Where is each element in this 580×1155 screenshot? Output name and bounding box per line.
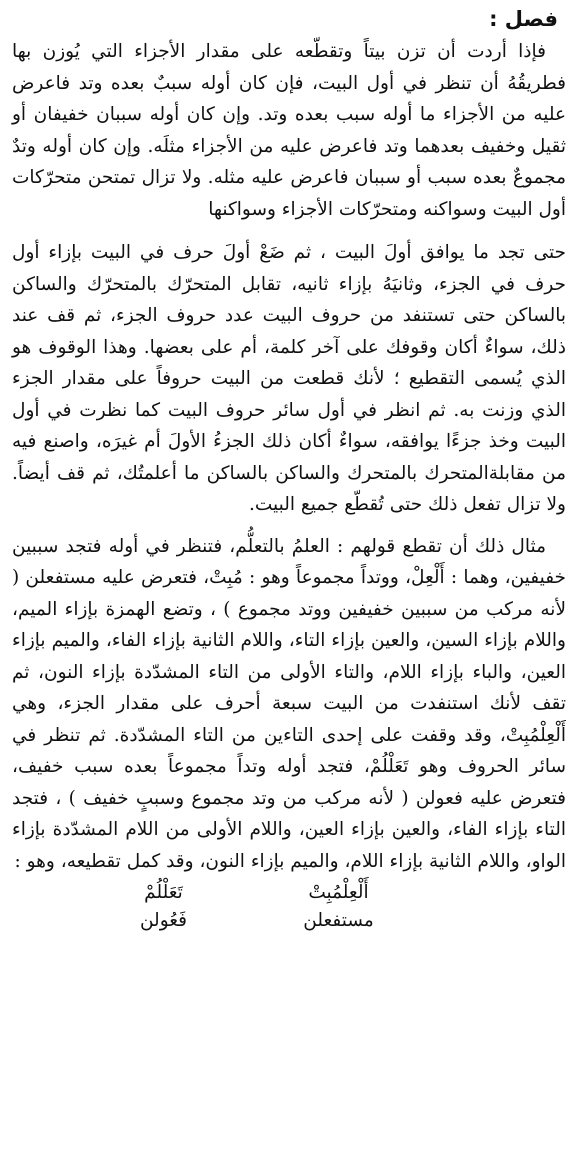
section-heading: فصل : <box>489 7 558 31</box>
paragraph-3: مثال ذلك أن تقطع قولهم : العلمُ بالتعلُّم، فتنظر في أوله فتجد سببين خفيفين، وهما : أَلْعِلْ، ووتداً مجموعاً وهو : مُبِتْ، فتعرض عليه مستفعلن ( لأنه مركب من سببين خفيفين ووتد مجموع ) ، وتضع الهمزة بإزاء الميم، واللام بإزاء السين، والعين بإزاء التاء، واللام الثانية بإزاء الفاء، والميم بإزاء العين، والباء بإزاء اللام، والتاء الأولى من التاء المشدّدة بإزاء النون، ثم تقف لأنك استنفدت من البيت سبعة أحرف على مقدار الجزء، وهي أَلْعِلْمُبِتْ، وقد وقفت على إحدى التاءين من التاء المشدّدة. ثم تنظر في سائر الحروف وهو تَعَلْلُمْ، فتجد أوله وتداً مجموعاً بعده سبب خفيف، فتعرض عليه فعولن ( لأنه مركب من وتد مجموع وسببٍ خفيف ) ، فتجد التاء بإزاء الفاء، والعين بإزاء العين، واللام الأولى من اللام المشدّدة بإزاء الواو، واللام الثانية بإزاء اللام، والميم بإزاء النون، وقد كمل تقطيعه، وهو : <box>12 535 566 872</box>
scansion-foot: فَعُولن <box>139 910 188 931</box>
paragraph-2: حتى تجد ما يوافق أولَ البيت ، ثم ضَعْ أولَ حرف في البيت بإزاء أول حرف في الجزء، وثانيَهُ بإزاء ثانيه، تقابل المتحرّك بالمتحرّك والساكن بالساكن حتى تستنفد من حروف البيت عدد حروف الجزء، ثم قف عند ذلك، سواءٌ أكان وقوفك على آخر كلمة، أم على بعضها. وهذا الوقوف هو الذي يُسمى التقطيع ؛ لأنك قطعت من البيت حروفاً على مقدار الجزء الذي وزنت به. ثم انظر في أول سائر حروف البيت كما نظرت في أول البيت وخذ جزءًا يوافقه، سواءٌ أكان ذلك الجزءُ الأولَ أم غيرَه، واصنع فيه من مقابلةالمتحرك بالمتحرك والساكن بالساكن ما أعلمتُك، ثم قف أيضاً. ولا تزال تفعل ذلك حتى تُقطّع جميع البيت. <box>12 242 566 515</box>
scansion-column-1 <box>251 879 426 935</box>
scansion-column-2 <box>76 879 251 935</box>
scansion-foot: مستفعلن <box>303 910 374 931</box>
scansion-segment: تَعَلْلُمْ <box>144 882 183 903</box>
paragraph-1: فإذا أردت أن تزن بيتاً وتقطّعه على مقدار الأجزاء التي يُوزن بها فطريقُهُ أن تنظر في أول البيت، فإن كان أوله سببٌ بعده وتد فاعرض عليه من الأجزاء ما أوله سبب بعده وتد. وإن كان أوله سببان خفيفان أو ثقيل وخفيف بعدهما وتد فاعرض عليه من الأجزاء مثلَه. وإن كان أوله وتدٌ مجموعٌ بعده سبب أو سببان فاعرض عليه مثله. ولا تزال تمتحن متحرّكات أول البيت وسواكنه ومتحرّكات الأجزاء وسواكنها <box>12 41 566 220</box>
scansion-table <box>12 879 566 935</box>
scansion-segment: أَلْعِلْمُبِتْ <box>308 882 369 903</box>
